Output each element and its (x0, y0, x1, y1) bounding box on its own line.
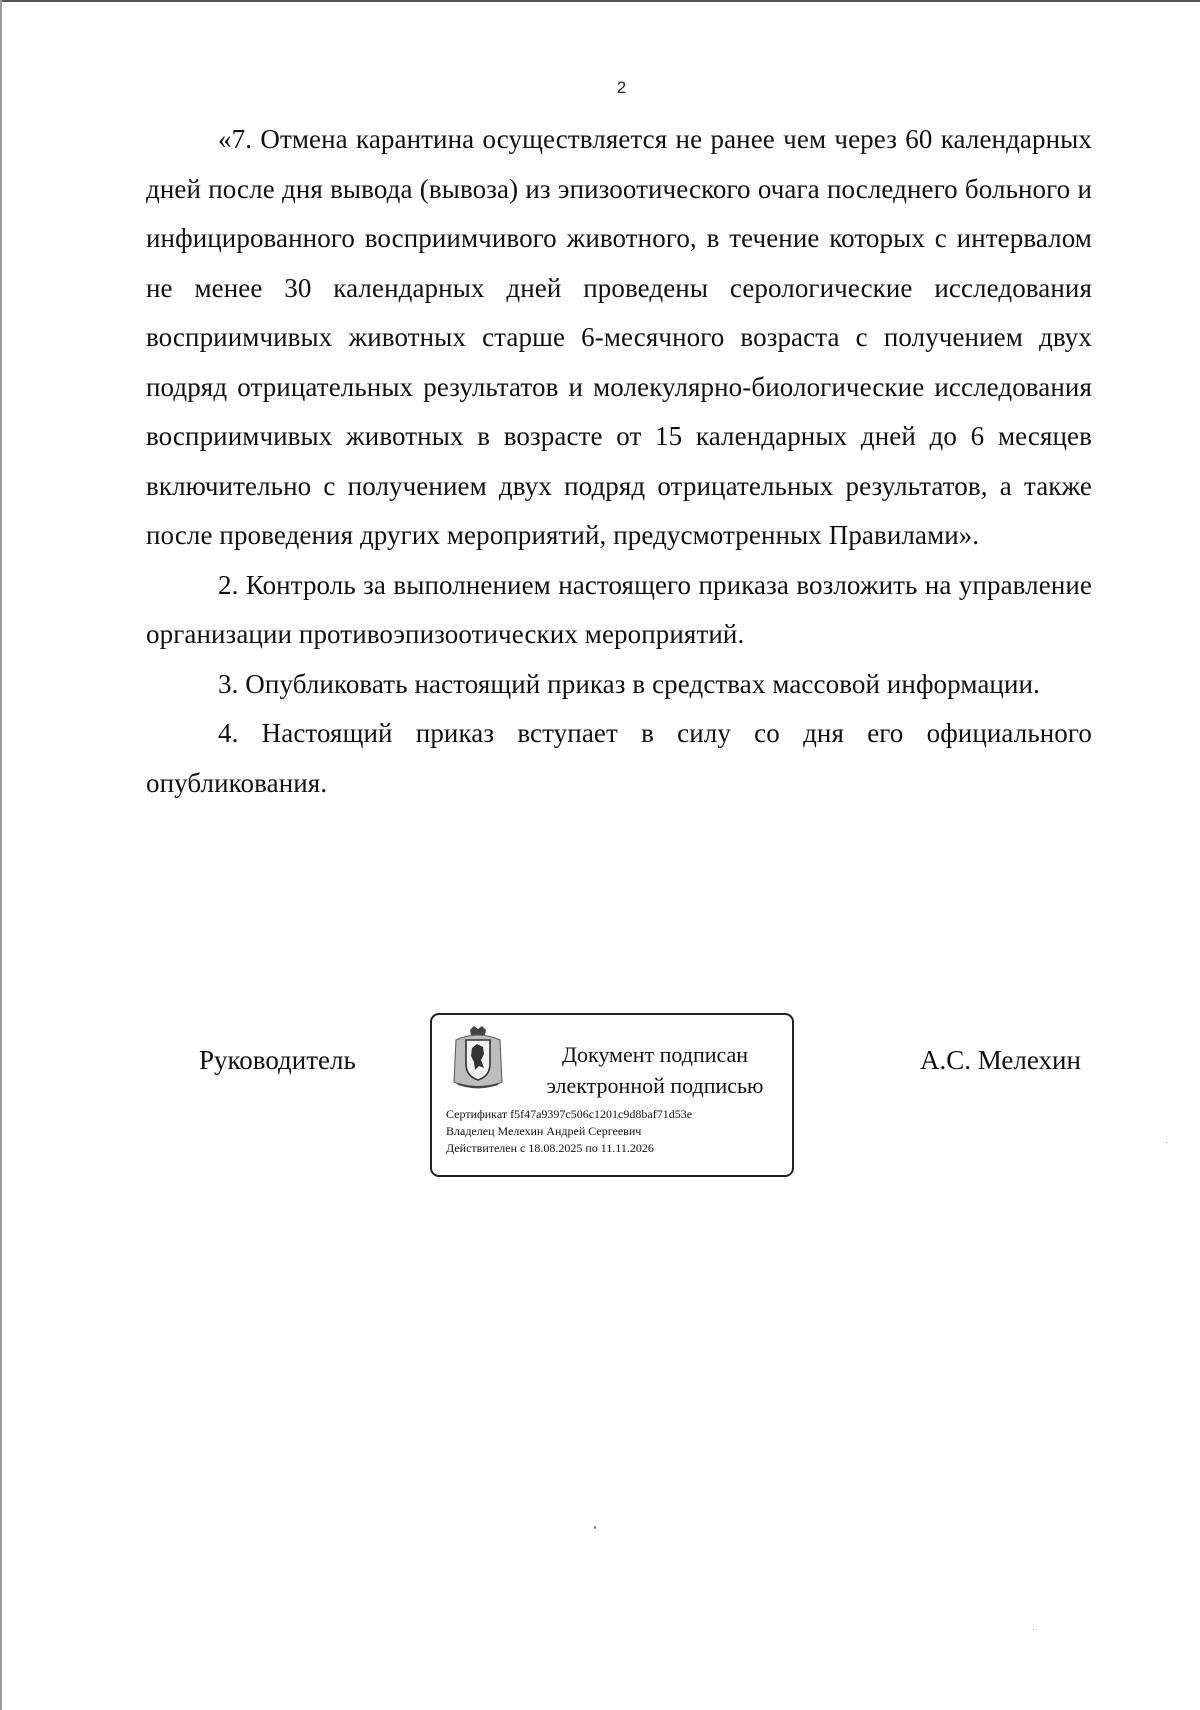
scan-speck (1166, 1142, 1167, 1143)
scan-speck (1033, 1629, 1034, 1630)
paragraph-4-effective: 4. Настоящий приказ вступает в силу со дня его официального опубликования. (146, 718, 1092, 798)
stamp-title-line-2: электронной подписью (546, 1073, 764, 1098)
page-edge-top (0, 0, 1200, 2)
stamp-validity: Действителен с 18.08.2025 по 11.11.2026 (446, 1141, 654, 1155)
stamp-details (446, 1106, 692, 1157)
coat-of-arms-icon (450, 1024, 506, 1094)
page-number: 2 (616, 78, 627, 97)
stamp-owner: Владелец Мелехин Андрей Сергеевич (446, 1124, 642, 1138)
signer-role: Руководитель (199, 1045, 356, 1075)
paragraph-clause-7: «7. Отмена карантина осуществляется не ранее чем через 60 календарных дней после дня вывода (вывоза) из эпизоотического очага последнего больного и инфицированного восприимчивого животного, в течение которых с интервалом не менее 30 календарных дней проведены серологические исследования восприимчивых животных старше 6-месячного возраста с получением двух подряд отрицательных результатов и молекулярно-биологические исследования восприимчивых животных в возрасте от 15 календарных дней до 6 месяцев включительно с получением двух подряд отрицательных результатов, а также после проведения других мероприятий, предусмотренных Правилами». (146, 124, 1092, 550)
stamp-title (530, 1039, 780, 1101)
electronic-signature-stamp (430, 1013, 794, 1177)
paragraph-3-publish: 3. Опубликовать настоящий приказ в средствах массовой информации. (218, 668, 1040, 699)
paragraph-2-control: 2. Контроль за выполнением настоящего приказа возложить на управление организации противоэпизоотических мероприятий. (146, 569, 1092, 649)
stamp-certificate: Сертификат f5f47a9397c506c1201c9d8baf71d53e (446, 1107, 693, 1121)
document-body (146, 115, 1092, 808)
scan-speck (594, 1526, 596, 1529)
page-edge-left (0, 0, 2, 1710)
signer-name: А.С. Мелехин (920, 1045, 1081, 1075)
stamp-title-line-1: Документ подписан (561, 1042, 749, 1067)
